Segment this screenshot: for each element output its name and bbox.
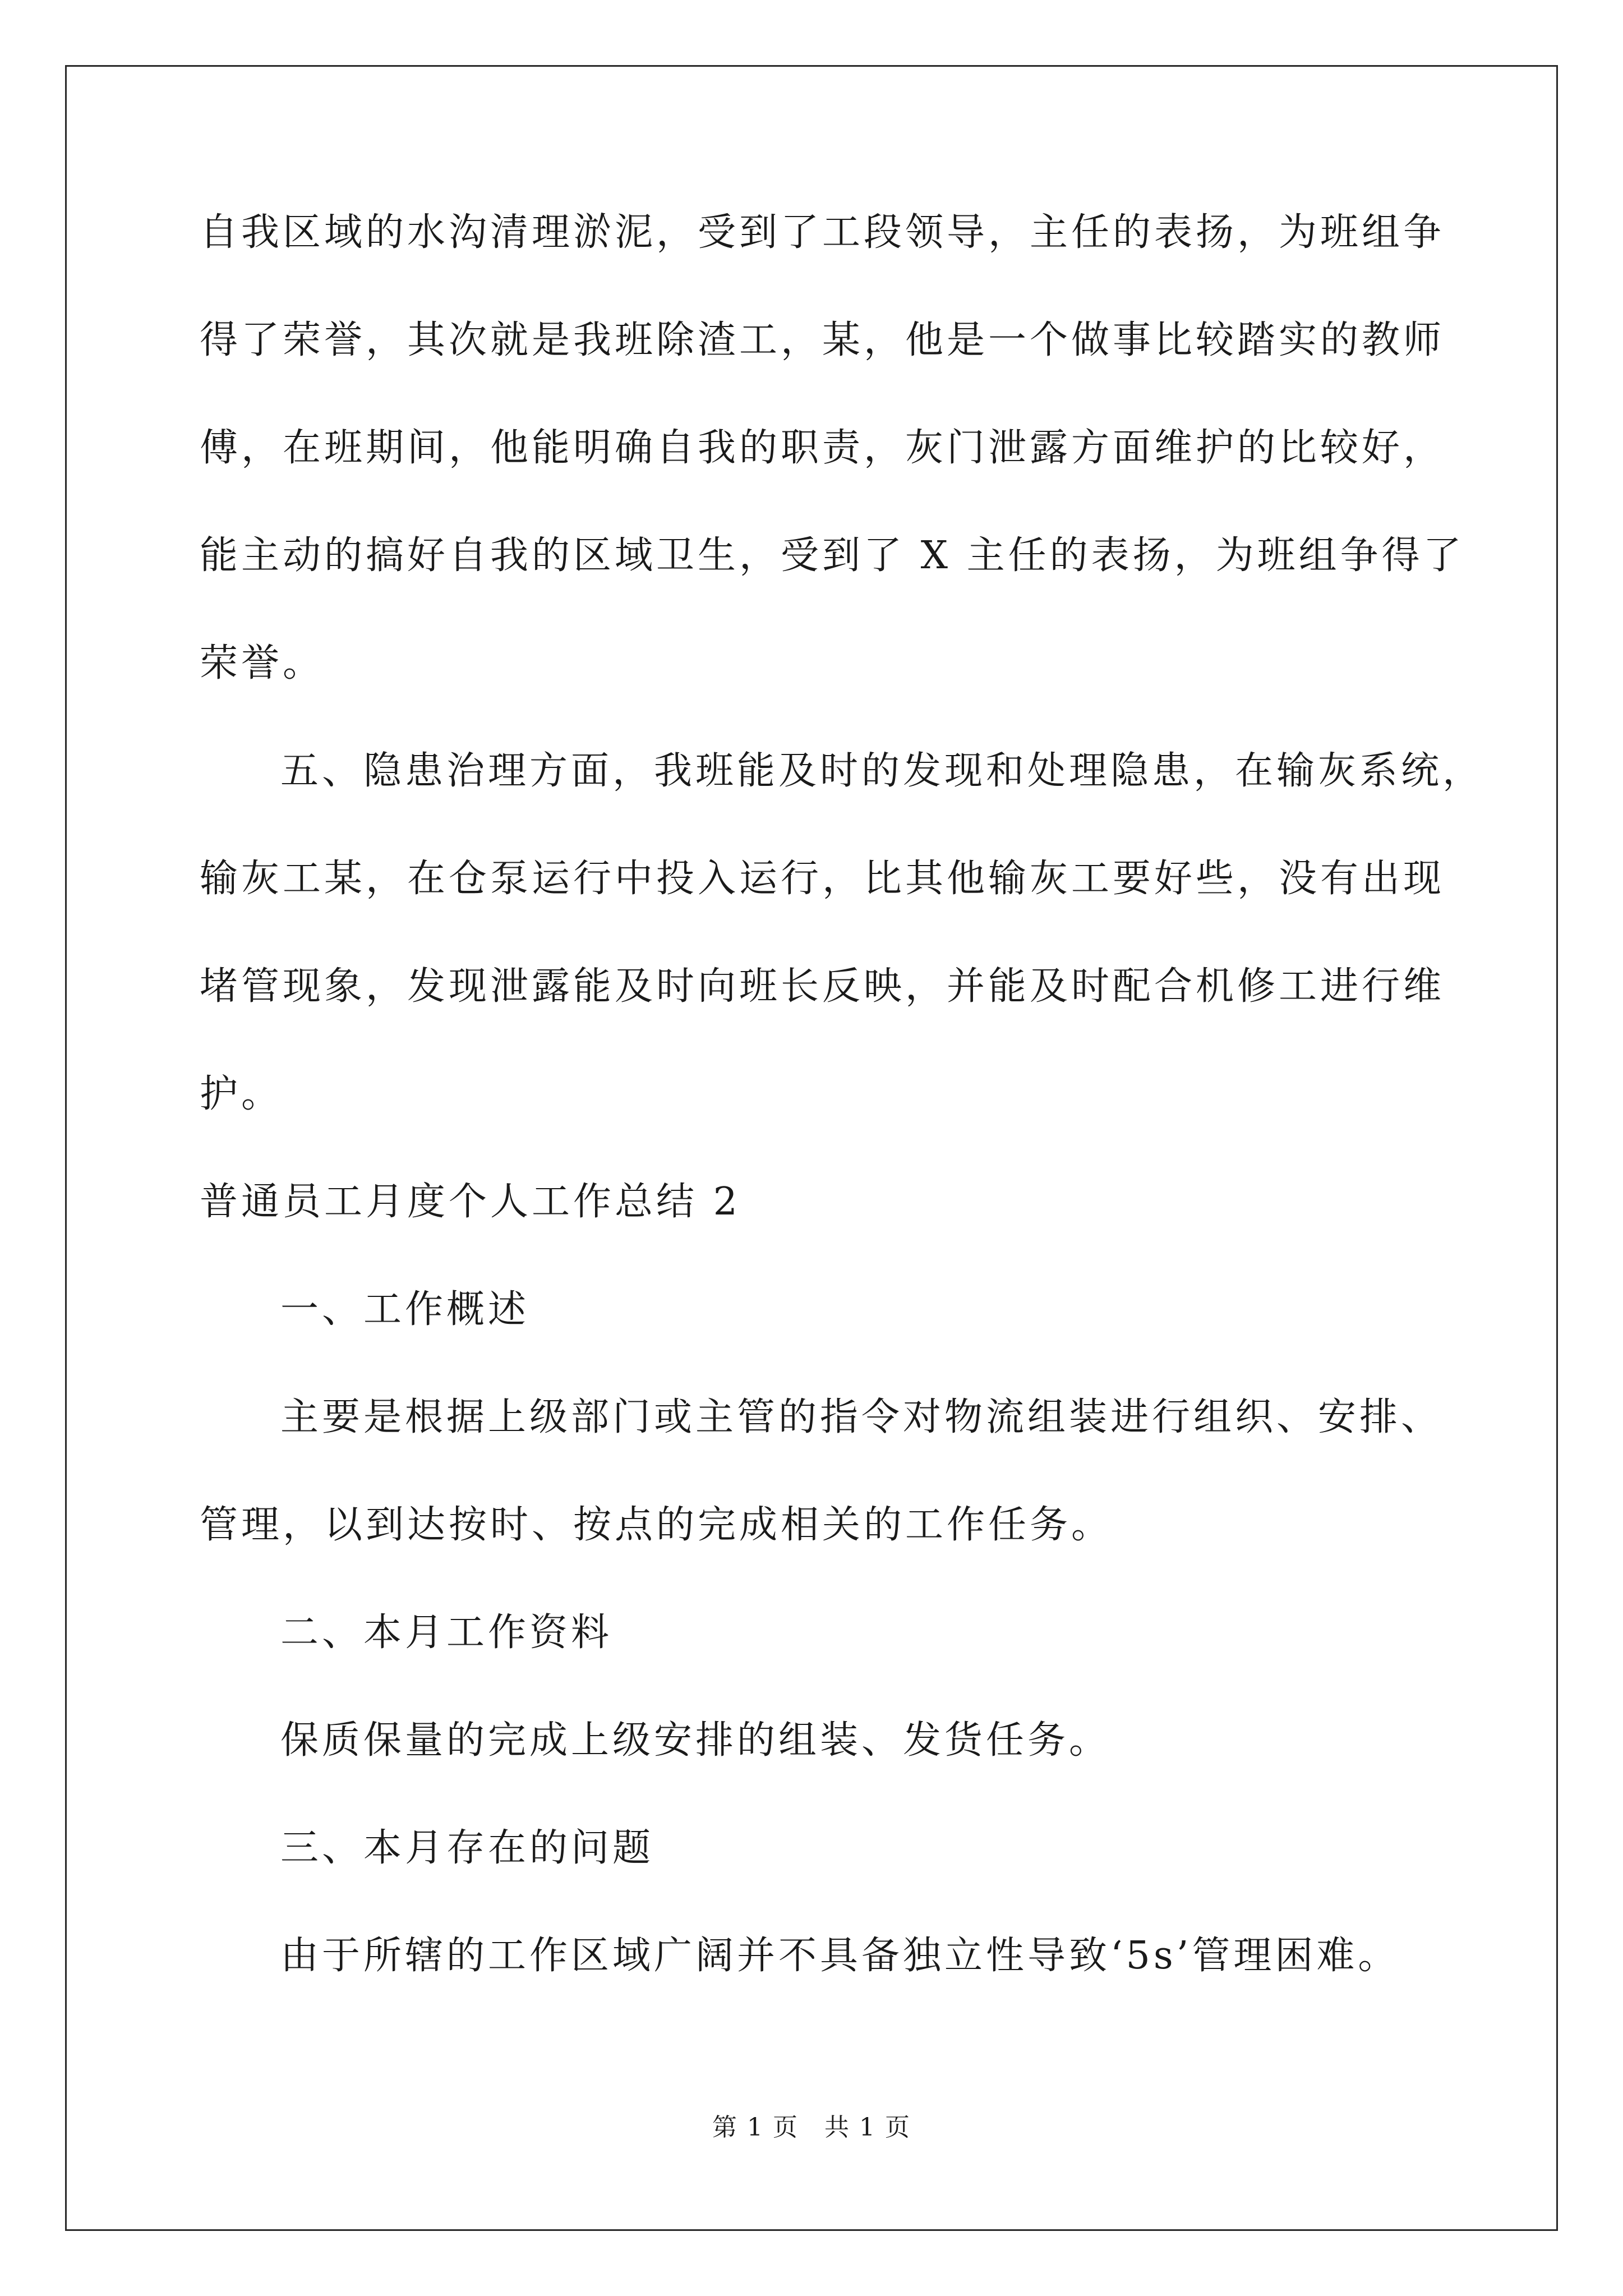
- text-line: 得了荣誉，其次就是我班除渣工，某，他是一个做事比较踏实的教师: [200, 318, 1445, 362]
- text-line: 由于所辖的工作区域广阔并不具备独立性导致‘5s’管理困难。: [280, 1934, 1400, 1978]
- text-line: 自我区域的水沟清理淤泥，受到了工段领导，主任的表扬，为班组争: [200, 210, 1445, 255]
- section-title: 普通员工月度个人工作总结 2: [200, 1180, 741, 1224]
- text-line: 输灰工某，在仓泵运行中投入运行，比其他输灰工要好些，没有出现: [200, 857, 1445, 901]
- heading-overview: 一、工作概述: [280, 1287, 530, 1332]
- text-line: 傅，在班期间，他能明确自我的职责，灰门泄露方面维护的比较好，: [200, 426, 1445, 470]
- text-line: 管理，以到达按时、按点的完成相关的工作任务。: [200, 1503, 1113, 1547]
- page-number: 第 1 页 共 1 页: [712, 2113, 911, 2142]
- heading-problems: 三、本月存在的问题: [280, 1826, 654, 1870]
- text-line: 保质保量的完成上级安排的组装、发货任务。: [280, 1718, 1111, 1763]
- document-body: [200, 210, 1484, 2044]
- heading-monthly-work: 二、本月工作资料: [280, 1611, 613, 1655]
- text-line: 主要是根据上级部门或主管的指令对物流组装进行组织、安排、: [280, 1395, 1443, 1439]
- text-line: 荣誉。: [200, 641, 325, 685]
- text-line: 五、隐患治理方面，我班能及时的发现和处理隐患，在输灰系统，: [280, 749, 1484, 793]
- text-line: 护。: [200, 1072, 283, 1116]
- text-line: 能主动的搞好自我的区域卫生，受到了 X 主任的表扬，为班组争得了: [200, 533, 1465, 578]
- text-line: 堵管现象，发现泄露能及时向班长反映，并能及时配合机修工进行维: [200, 964, 1445, 1009]
